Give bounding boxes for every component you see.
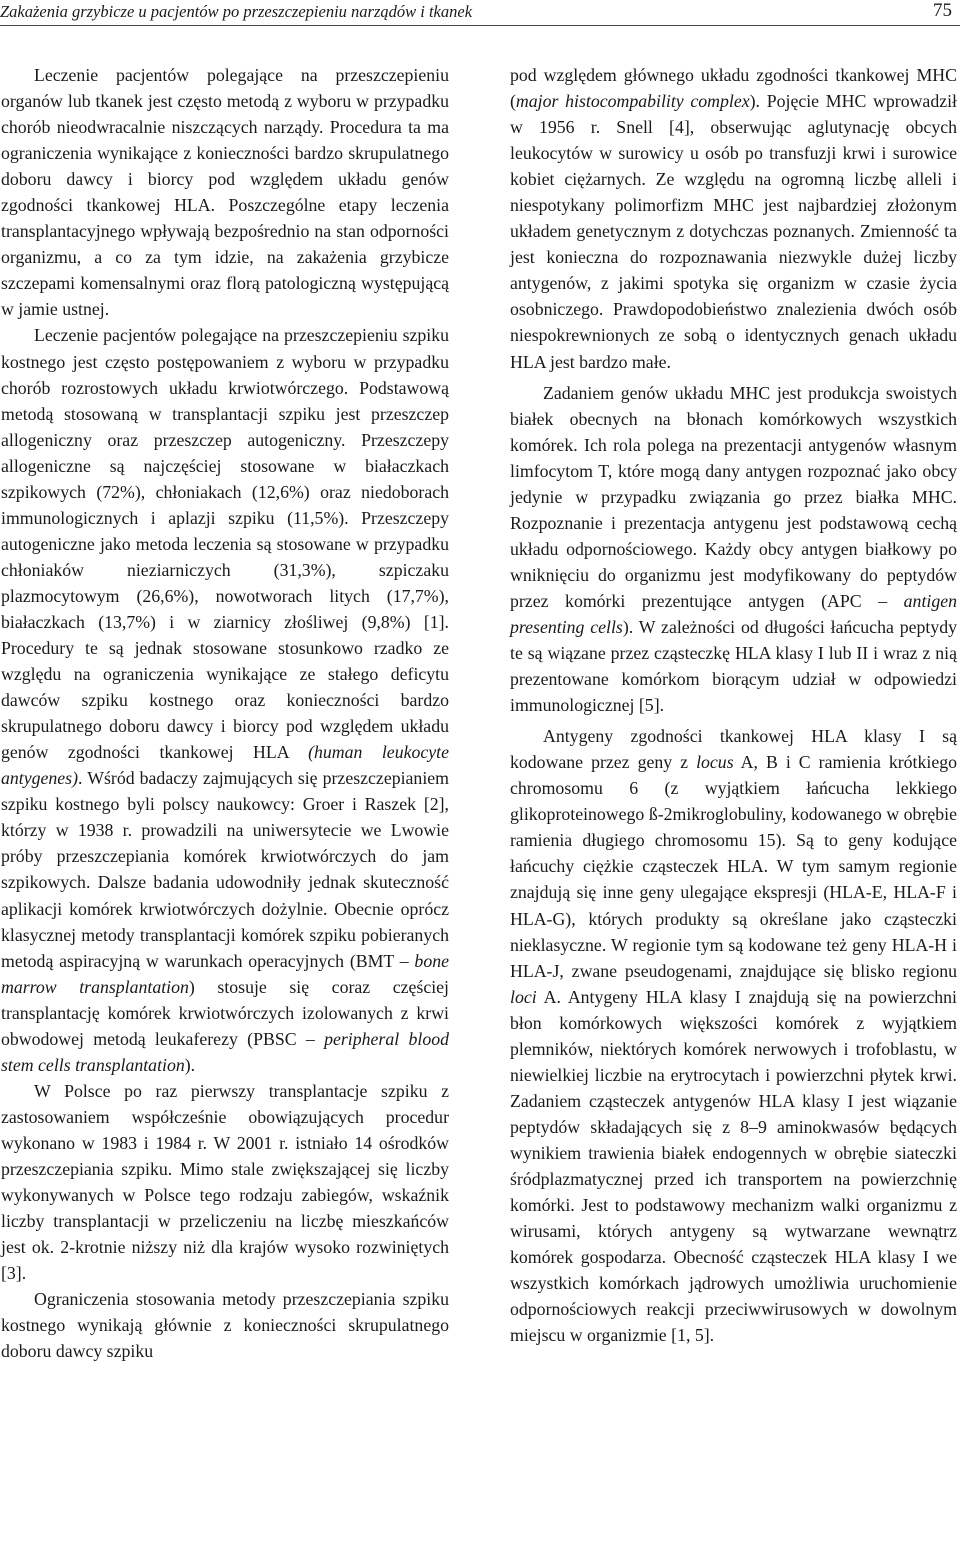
- header-rule: [0, 25, 960, 26]
- text-run: Leczenie pacjentów polegające na przeszczepieniu szpiku kostnego jest często postępowaniem z wyboru w przypadku chorób rozrostowych układu krwiotwórczego. Podstawową metodą stosowaną w transplantacji szpiku jest przeszczep allogeniczny oraz przeszczep autogeniczny. Przeszczepy allogeniczne są najczęściej stosowane w białaczkach szpikowych (72%), chłoniakach (12,6%) oraz niedoborach immunologicznych i aplazji szpiku (11,5%). Przeszczepy autogeniczne jako metoda leczenia są stosowane w przypadku chłoniaków nieziarniczych (31,3%), szpiczaku plazmocytowym (26,6%), nowotworach litych (17,7%), białaczkach (13,7%) i w ziarnicy złośliwej (9,8%) [1]. Procedury te są jednak stosowane stosunkowo rzadko ze względu na ograniczenia wynikające ze stałego deficytu dawców szpiku kostnego oraz konieczności bardzo skrupulatnego doboru dawcy i biorcy pod względem układu genów zgodności tkankowej HLA: [1, 325, 449, 763]
- paragraph-mhc-genes: [510, 380, 957, 719]
- italic-term: bone marrow transplantation: [1, 950, 449, 997]
- text-run: pod względem głównego układu zgodności tkankowej MHC (: [510, 65, 957, 112]
- paragraph-limitations: Ograniczenia stosowania metody przeszczepiania szpiku kostnego wynikają głównie z konieczności skrupulatnego doboru dawcy szpiku: [1, 1289, 449, 1362]
- italic-term: loci: [510, 986, 537, 1007]
- text-run: A. Antygeny HLA klasy I znajdują się na powierzchni błon komórkowych większości komórek z wyjątkiem plemników, niektórych komórek nerwowych i trofoblastu, w niewielkiej liczbie na erytrocytach i powierzchni płytek krwi. Zadaniem cząsteczek antygenów HLA klasy I jest wiązanie peptydów składających się z 8–9 aminokwasów będących wynikiem trawienia białek endogennych w obrębie siateczki śródplazmatycznej przed ich transportem na powierzchnię komórki. Jest to podstawowy mechanizm walki organizmu z wirusami, których antygeny są wytwarzane wewnątrz komórek gospodarza. Obecność cząsteczek HLA klasy I we wszystkich komórkach jądrowych umożliwia uruchomienie odpornościowych reakcji przeciwwirusowych w dowolnym miejscu w organizmie [1, 5].: [510, 986, 957, 1346]
- paragraph-mhc: [510, 62, 957, 375]
- italic-term: major histocompability complex: [515, 91, 750, 112]
- text-run: Antygeny zgodności tkankowej HLA klasy I są kodowane przez geny z: [510, 726, 957, 773]
- right-column: [510, 62, 957, 1348]
- italic-term: (human leukocyte antygenes): [1, 742, 449, 789]
- text-run: Zadaniem genów układu MHC jest produkcja swoistych białek obecnych na błonach komórkowych wszystkich komórek. Ich rola polega na prezentacji antygenów własnym limfocytom T, które mogą dany antygen rozpoznać jako obcy jedynie w przypadku związania go przez białka MHC. Rozpoznanie i prezentacja antygenu jest podstawową cechą układu odpornościowego. Każdy obcy antygen białkowy po wniknięciu do organizmu jest modyfikowany do peptydów przez komórki prezentujące antygen (APC –: [510, 382, 957, 611]
- left-column: [1, 62, 449, 1364]
- text-run: A, B i C ramienia krótkiego chromosomu 6 (z wyjątkiem łańcucha lekkiego glikoproteinowego ß-2mikroglobuliny, kodowanego w obrębie ramienia długiego chromosomu 15). Są to geny kodujące łańcuchy ciężkie cząsteczek HLA. W tym samym regionie znajdują się inne geny ulegające ekspresji (HLA-E, HLA-F i HLA-G), których produkty są określane jako cząsteczki nieklasyczne. W regionie tym są kodowane też geny HLA-H i HLA-J, zwane pseudogenami, znajdujące się blisko regionu: [510, 752, 958, 981]
- paragraph-bone-marrow: [1, 322, 449, 1077]
- italic-term: antigen presenting cells: [510, 590, 957, 637]
- paragraph-transplant-intro: Leczenie pacjentów polegające na przeszczepieniu organów lub tkanek jest często metodą z wyboru w przypadku chorób nieodwracalnie niszczących narządy. Procedura ta ma ograniczenia wynikające z konieczności bardzo skrupulatnego doboru dawcy i biorcy pod względem układu genów zgodności tkankowej HLA. Poszczególne etapy leczenia transplantacyjnego wpływają bezpośrednio na stan odporności organizmu, a co za tym idzie, na zakażenia grzybicze szczepami komensalnymi oraz florą patologiczną występującą w jamie ustnej.: [1, 65, 449, 320]
- page-number: 75: [933, 0, 952, 21]
- italic-term: peripheral blood stem cells transplantation: [1, 1028, 449, 1075]
- text-run: ). W zależności od długości łańcucha peptydy te są wiązane przez cząsteczkę HLA klasy I lub II i wraz z nią prezentowane komórkom biorącym udział w odpowiedzi immunologicznej [5].: [510, 616, 957, 716]
- text-run: ) stosuje się coraz częściej transplantację komórek krwiotwórczych izolowanych z krwi obwodowej metodą leukaferezy (PBSC –: [1, 976, 449, 1049]
- paragraph-poland: W Polsce po raz pierwszy transplantacje szpiku z zastosowaniem współcześnie obowiązujących procedur wykonano w 1983 i 1984 r. W 2001 r. istniało 14 ośrodków przeszczepiania szpiku. Mimo stale zwiększającej się liczby wykonywanych w Polsce tego rodzaju zabiegów, wskaźnik liczby transplantacji w przeliczeniu na liczbę mieszkańców jest ok. 2-krotnie niższy niż dla krajów wysoko rozwiniętych [3].: [1, 1080, 449, 1284]
- italic-term: locus: [696, 752, 734, 773]
- text-run: ). Pojęcie MHC wprowadził w 1956 r. Snell [4], obserwując aglutynację obcych leukocytów w surowicy u osób po transfuzji krwi i surowice kobiet ciężarnych. Ze względu na ogromną liczbę alleli i niespotykany polimorfizm MHC jest najbardziej złożonym układem genetycznym z dotychczas poznanych. Zmienność ta jest konieczna do rozpoznawania niezwykle dużej liczby antygenów, z jakimi spotyka się organizm w czasie życia osobniczego. Prawdopodobieństwo znalezienia dwóch osób niespokrewnionych ze sobą o identycznych genach układu HLA jest bardzo małe.: [510, 91, 957, 372]
- text-run: ).: [184, 1054, 196, 1075]
- text-run: . Wśród badaczy zajmujących się przeszczepianiem szpiku kostnego byli polscy naukowcy: Groer i Raszek [2], którzy w 1938 r. prowadzili na uniwersytecie we Lwowie próby przeszczepiania komórek krwiotwórczych do jam szpikowych. Dalsze badania udowodniły jednak skuteczność aplikacji komórek krwiotwórczych dożylnie. Obecnie oprócz klasycznej metody transplantacji komórek szpiku pobieranych metodą aspiracyjną w warunkach operacyjnych (BMT –: [1, 768, 449, 971]
- running-header: [0, 0, 960, 30]
- running-title: Zakażenia grzybicze u pacjentów po przeszczepieniu narządów i tkanek: [0, 2, 473, 21]
- paragraph-hla-class-1: [510, 723, 957, 1348]
